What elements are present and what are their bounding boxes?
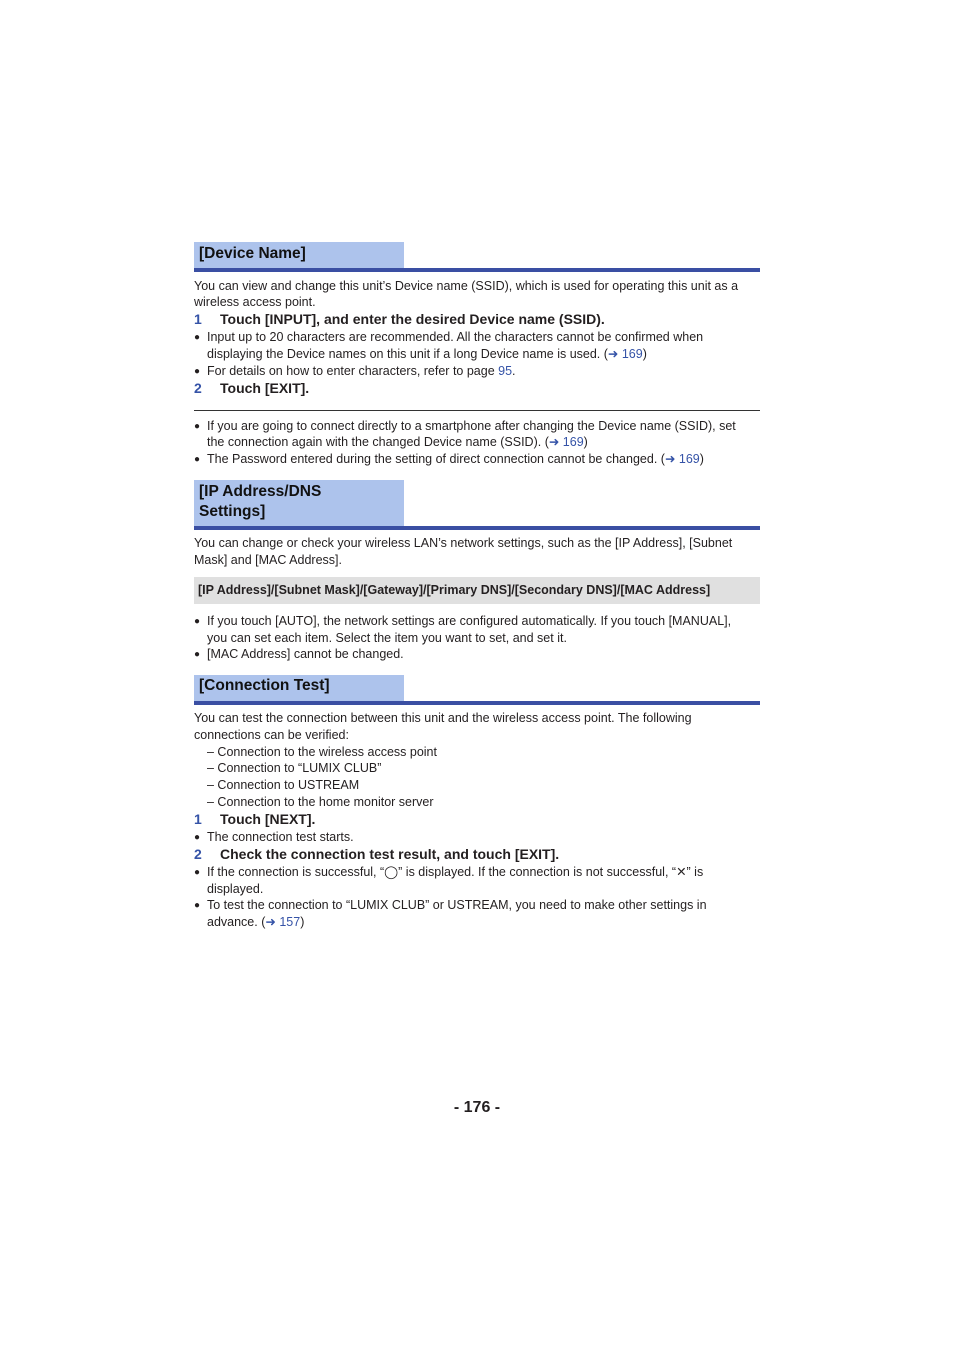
device-name-step1-text: Touch [INPUT], and enter the desired Device name (SSID). — [220, 311, 605, 327]
connection-test-heading: [Connection Test] — [194, 675, 404, 701]
device-name-step1-number: 1 — [194, 311, 202, 327]
connection-test-step1-bullet: The connection test starts. — [207, 830, 354, 844]
device-name-bullet1-line1: Input up to 20 characters are recommended. All the characters cannot be confirmed when — [207, 330, 704, 344]
text: ) — [642, 347, 647, 361]
note-divider — [194, 410, 760, 411]
ip-settings-heading — [194, 480, 404, 526]
text: The Password entered during the setting of direct connection cannot be changed. ( — [207, 452, 665, 466]
bullet-icon: ● — [194, 366, 201, 377]
device-name-step2-text: Touch [EXIT]. — [220, 380, 310, 396]
bullet-icon: ● — [194, 421, 201, 432]
text: the connection again with the changed Device name (SSID). ( — [207, 435, 549, 449]
text: ) — [583, 435, 588, 449]
ip-settings-bullet2: [MAC Address] cannot be changed. — [207, 647, 404, 661]
bullet-icon: ● — [194, 867, 201, 878]
device-name-bullet1-line2 — [207, 346, 647, 363]
device-name-bullet2 — [207, 363, 516, 380]
connection-test-rule — [194, 701, 760, 705]
bullet-icon: ● — [194, 900, 201, 911]
text: displaying the Device names on this unit if a long Device name is used. ( — [207, 347, 608, 361]
connection-test-bullet1-line1: If the connection is successful, “◯” is displayed. If the connection is not successful, “✕” is — [207, 865, 704, 879]
page-number: - 176 - — [453, 1099, 501, 1116]
page-ref-link[interactable]: ➜ 169 — [664, 452, 700, 466]
ip-settings-bullet1-line1: If you touch [AUTO], the network settings are configured automatically. If you touch [MANUAL], — [207, 614, 732, 628]
connection-test-step1-number: 1 — [194, 811, 202, 827]
connection-item: – Connection to USTREAM — [207, 778, 360, 792]
connection-test-intro-line2: connections can be verified: — [194, 728, 349, 742]
bullet-icon: ● — [194, 616, 201, 627]
device-name-note1-line1: If you are going to connect directly to a smartphone after changing the Device name (SSID), set — [207, 419, 736, 433]
connection-test-step1-text: Touch [NEXT]. — [220, 811, 316, 827]
device-name-intro-line1: You can view and change this unit’s Device name (SSID), which is used for operating this unit as a — [194, 279, 739, 293]
device-name-note1-line2 — [207, 434, 588, 451]
connection-test-bullet2-line2 — [207, 914, 304, 931]
connection-item: – Connection to “LUMIX CLUB” — [207, 761, 382, 775]
ip-settings-intro-line2: Mask] and [MAC Address]. — [194, 553, 342, 567]
ip-settings-heading-line2: Settings] — [199, 503, 266, 520]
bullet-icon: ● — [194, 454, 201, 465]
text: For details on how to enter characters, refer to page — [207, 364, 499, 378]
device-name-rule — [194, 268, 760, 272]
device-name-intro-line2: wireless access point. — [194, 295, 316, 309]
text: ) — [699, 452, 704, 466]
connection-test-intro-line1: You can test the connection between this unit and the wireless access point. The following — [194, 711, 692, 725]
text: ) — [300, 915, 305, 929]
ip-settings-subheading: [IP Address]/[Subnet Mask]/[Gateway]/[Primary DNS]/[Secondary DNS]/[MAC Address] — [194, 577, 760, 604]
page-ref-link[interactable]: ➜ 157 — [265, 915, 301, 929]
connection-test-bullet2-line1: To test the connection to “LUMIX CLUB” or USTREAM, you need to make other settings in — [207, 898, 707, 912]
page-ref-link[interactable]: ➜ 169 — [548, 435, 584, 449]
ip-settings-heading-line1: [IP Address/DNS — [199, 483, 322, 500]
bullet-icon: ● — [194, 649, 201, 660]
device-name-step2-number: 2 — [194, 380, 202, 396]
connection-item: – Connection to the wireless access point — [207, 745, 437, 759]
page-ref-link[interactable]: ➜ 169 — [607, 347, 643, 361]
bullet-icon: ● — [194, 832, 201, 843]
page-ref-link[interactable]: 95 — [498, 364, 513, 378]
connection-test-bullet1-line2: displayed. — [207, 882, 264, 896]
text: advance. ( — [207, 915, 266, 929]
text: . — [512, 364, 516, 378]
connection-test-step2-text: Check the connection test result, and touch [EXIT]. — [220, 846, 560, 862]
ip-settings-bullet1-line2: you can set each item. Select the item you want to set, and set it. — [207, 631, 567, 645]
connection-item: – Connection to the home monitor server — [207, 795, 434, 809]
ip-settings-rule — [194, 526, 760, 530]
bullet-icon: ● — [194, 332, 201, 343]
ip-settings-intro-line1: You can change or check your wireless LAN’s network settings, such as the [IP Address], [Subnet — [194, 536, 733, 550]
connection-test-step2-number: 2 — [194, 846, 202, 862]
device-name-note2 — [207, 451, 704, 468]
device-name-heading: [Device Name] — [194, 242, 404, 268]
